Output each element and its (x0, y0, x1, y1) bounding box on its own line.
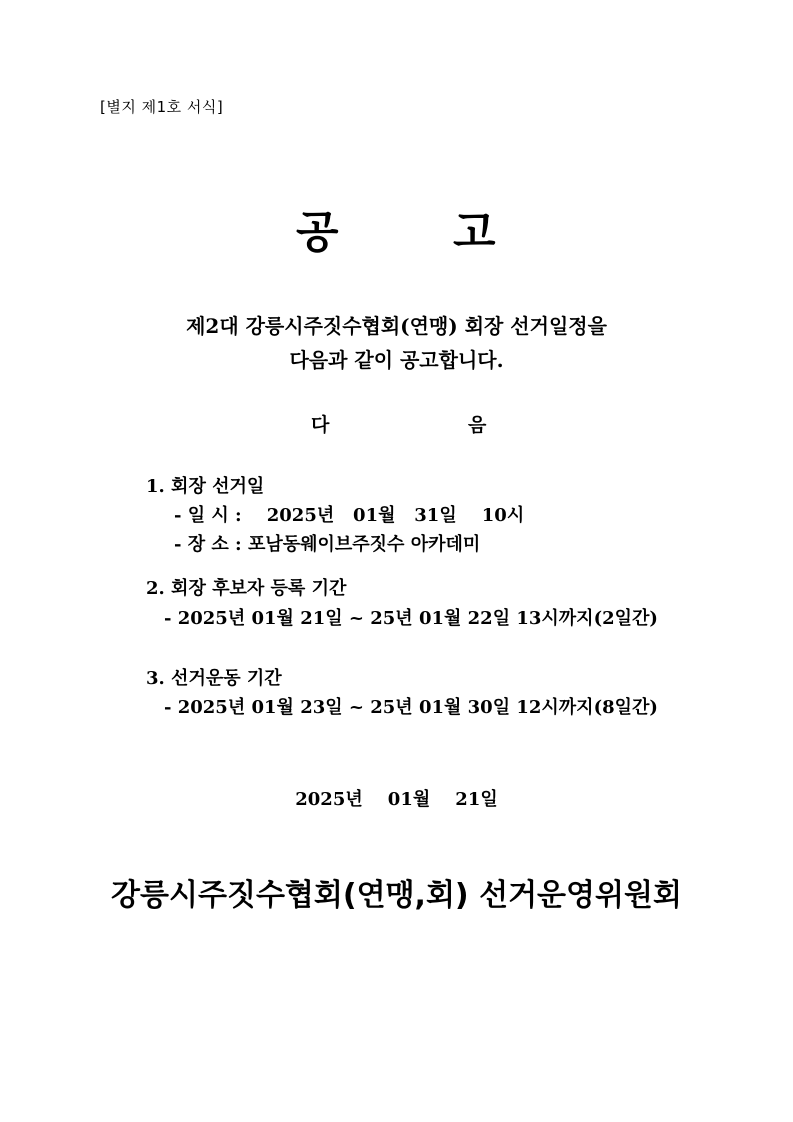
intro-line-2: 다음과 같이 공고합니다. (289, 348, 504, 372)
issuer-signature: 강릉시주짓수협회(연맹,회) 선거운영위원회 (111, 878, 682, 913)
section-heading-campaign: 3. 선거운동 기간 (146, 668, 282, 689)
notice-title-char-2: 고 (453, 207, 496, 258)
registration-period: - 2025년 01월 21일 ~ 25년 01월 22일 13시까지(2일간) (164, 608, 658, 629)
campaign-period: - 2025년 01월 23일 ~ 25년 01월 30일 12시까지(8일간) (164, 697, 658, 718)
section-heading-election-day: 1. 회장 선거일 (146, 476, 265, 497)
notice-title-char-1: 공 (296, 207, 339, 258)
form-label: [별지 제1호 서식] (100, 98, 224, 116)
da-eum-char-1: 다 (311, 414, 330, 436)
election-datetime: - 일 시 : 2025년 01월 31일 10시 (174, 505, 525, 526)
issue-date: 2025년 01월 21일 (295, 789, 498, 810)
intro-line-1: 제2대 강릉시주짓수협회(연맹) 회장 선거일정을 (186, 314, 607, 338)
section-heading-registration: 2. 회장 후보자 등록 기간 (146, 578, 347, 599)
da-eum-char-2: 음 (468, 414, 487, 436)
election-place: - 장 소 : 포남동웨이브주짓수 아카데미 (174, 534, 481, 555)
